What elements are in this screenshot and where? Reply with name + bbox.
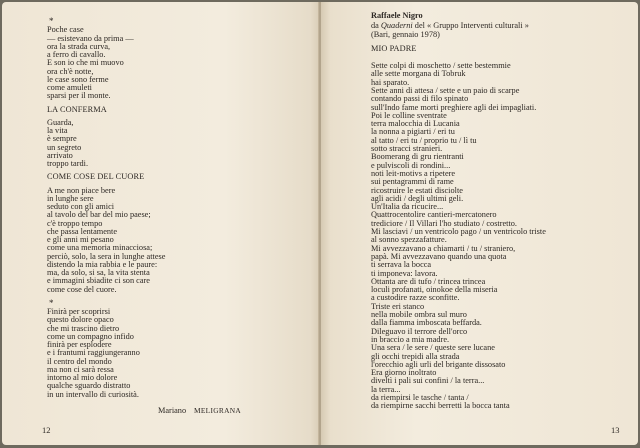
poem-line: finirà per esplodere <box>47 340 112 349</box>
poem-line: come amuleti <box>47 83 92 92</box>
poem-line: questo dolore opaco <box>47 315 114 325</box>
poem-title: COME COSE DEL CUORE <box>47 172 145 182</box>
right-page-number: 13 <box>611 425 620 435</box>
poem-line: distendo la mia rabbia e le paure: <box>47 259 158 269</box>
poem-line: ti imponeva: lavora. <box>371 268 438 278</box>
poem-line: ora ch'è notte, <box>47 66 94 76</box>
poem-line: Poi le colline sventrate <box>371 110 447 120</box>
poem-line: seduto con gli amici <box>47 202 115 211</box>
poem-line: loculi profanati, oinokoe della miseria <box>371 285 498 295</box>
author-name: Raffaele Nigro <box>371 11 423 20</box>
poem-line: al tavolo del bar del mio paese; <box>47 210 151 220</box>
right-page <box>321 2 638 445</box>
poem-line: ma non ci sarà ressa <box>47 364 114 374</box>
poem-line: a custodire razze sconfitte. <box>371 293 460 303</box>
poem-line: in un intervallo di curiosità. <box>47 389 139 399</box>
poem-line: Finirà per scoprirsi <box>47 307 111 316</box>
poem-line: al tatto / eri tu / proprio tu / lì tu <box>371 135 477 145</box>
poem-line: Mi lasciavi / un ventricolo pago / un ventricolo triste <box>371 227 546 236</box>
poem-line: Guarda, <box>47 117 74 127</box>
poem-title: MIO PADRE <box>371 44 417 53</box>
poem-line: Dileguavo il terrore dell'orco <box>371 326 468 336</box>
poem-line: contando passi di filo spinato <box>371 94 469 104</box>
poem-line: intorno al mio dolore <box>47 373 118 382</box>
poem-line: in braccio a mia madre. <box>371 334 450 344</box>
poem-line: da riempirne sacchi berretti la bocca tanta <box>371 401 510 411</box>
poem-line: agli acidi / degli ultimi geli. <box>371 193 464 203</box>
poem-line: noti leit-motivs a ripetere <box>371 168 456 178</box>
poem-line: — esistevano da prima — <box>47 33 134 43</box>
poem-line: Era giorno inoltrato <box>371 368 437 378</box>
poem-line: ricostruire le estati disciolte <box>371 185 463 195</box>
poem-line: perciò, solo, la sera in lunghe attese <box>47 251 166 261</box>
poem-line: che passa lentamente <box>47 226 118 236</box>
poem-line: nella mobile ombra sul muro <box>371 310 467 319</box>
poem-line: troppo tardi. <box>47 159 89 168</box>
poem-line: gli occhi trepidi alla strada <box>371 351 460 361</box>
poem-line: sui pentagrammi di rame <box>371 177 454 187</box>
author-first-name: Mariano <box>158 405 187 415</box>
poem-line: come cose del cuore. <box>47 284 117 294</box>
section-asterisk: * <box>49 297 54 308</box>
left-page-number: 12 <box>42 425 51 435</box>
poem-line: l'orecchio agli urli del brigante dissosato <box>371 359 506 369</box>
poem-line: Una sera / le sere / queste sere lucane <box>371 343 495 353</box>
poem-line: ma, da solo, si sa, la vita stenta <box>47 268 150 277</box>
poem-line: la terra... <box>371 384 401 394</box>
poem-line: Triste eri stanco <box>371 301 425 311</box>
left-text-column <box>2 2 320 445</box>
source-date: (Bari, gennaio 1978) <box>371 30 440 39</box>
poem-line: dalla fiamma imboscata beffarda. <box>371 318 482 328</box>
poem-line: la nonna a pigiarti / eri tu <box>371 127 455 137</box>
poem-line: Sette colpi di moschetto / sette bestemmie <box>371 61 511 70</box>
poem-line: E son io che mi muovo <box>47 58 124 68</box>
poem-line: Quattrocentolire cantieri-mercatonero <box>371 210 497 220</box>
poem-line: papà. Mi avvezzavano quando una quota <box>371 251 507 261</box>
source-title: Quaderni <box>380 21 413 30</box>
left-page <box>2 2 320 445</box>
poem-line: il centro del mondo <box>47 356 112 366</box>
poem-line: ora la strada curva, <box>47 41 111 51</box>
poem-line: Mi avvezzavano a chiamarti / tu / straniero, <box>371 243 516 253</box>
poem-line: terra malocchia di Lucania <box>371 119 460 129</box>
poem-line: Boomerang di gru rientranti <box>371 152 464 162</box>
poem-line: e immagini sbiadite ci son care <box>47 276 150 286</box>
poem-line: è sempre <box>47 134 77 144</box>
source-prefix: da <box>371 21 381 30</box>
poem-line: in lunghe sere <box>47 193 94 203</box>
poem-line: e gli anni mi pesano <box>47 235 114 244</box>
poem-line: sotto stracci stranieri. <box>371 144 443 153</box>
poem-line: A me non piace bere <box>47 185 116 195</box>
poem-line: Un'Italia da ricucire... <box>371 202 444 212</box>
poem-line: un segreto <box>47 142 82 152</box>
poem-line: arrivato <box>47 150 73 160</box>
poem-line: come un compagno infido <box>47 331 134 341</box>
poem-line: Sette anni di attesa / sette e un paio di scarpe <box>371 85 520 95</box>
poem-line: diveltì i pali sui confini / la terra... <box>371 376 485 386</box>
source-suffix: del « Gruppo Interventi culturali » <box>412 21 529 30</box>
poem-line: come una memoria minacciosa; <box>47 243 153 253</box>
author-last-name: MELIGRANA <box>194 405 242 415</box>
section-asterisk: * <box>49 16 54 26</box>
poem-line: le case sono ferme <box>47 74 109 84</box>
poem-line: da riempirsi le tasche / tanta / <box>371 393 469 402</box>
poem-line: hai sparato. <box>371 77 410 87</box>
poem-line: Ottanta are di tufo / trincea trincea <box>371 276 486 286</box>
poem-line: c'è troppo tempo <box>47 218 103 228</box>
poem-line: sull'Indo fame morti preghiere agli dei impagliati. <box>371 102 537 112</box>
poem-title: LA CONFERMA <box>47 104 107 114</box>
right-text-column <box>321 2 638 445</box>
poem-line: la vita <box>47 126 68 135</box>
poem-line: sparsi per il monte. <box>47 91 111 101</box>
poem-line: Poche case <box>47 25 84 35</box>
poem-line: che mi trascino dietro <box>47 323 120 333</box>
poem-line: al sonno spezzafatture. <box>371 235 447 245</box>
source-line <box>371 21 529 30</box>
poem-line: e pulviscoli di rondini... <box>371 160 451 170</box>
poem-line: trediciore / Il Villari l'ho studiato / costretto. <box>371 218 518 228</box>
poem-line: ti serrava la bocca <box>371 260 432 270</box>
poem-line: a ferro di cavallo. <box>47 50 106 59</box>
poem-line: alle sette morgana di Tobruk <box>371 69 466 79</box>
poem-line: qualche sguardo distratto <box>47 381 131 391</box>
poem-line: e i frantumi raggiungeranno <box>47 348 140 358</box>
